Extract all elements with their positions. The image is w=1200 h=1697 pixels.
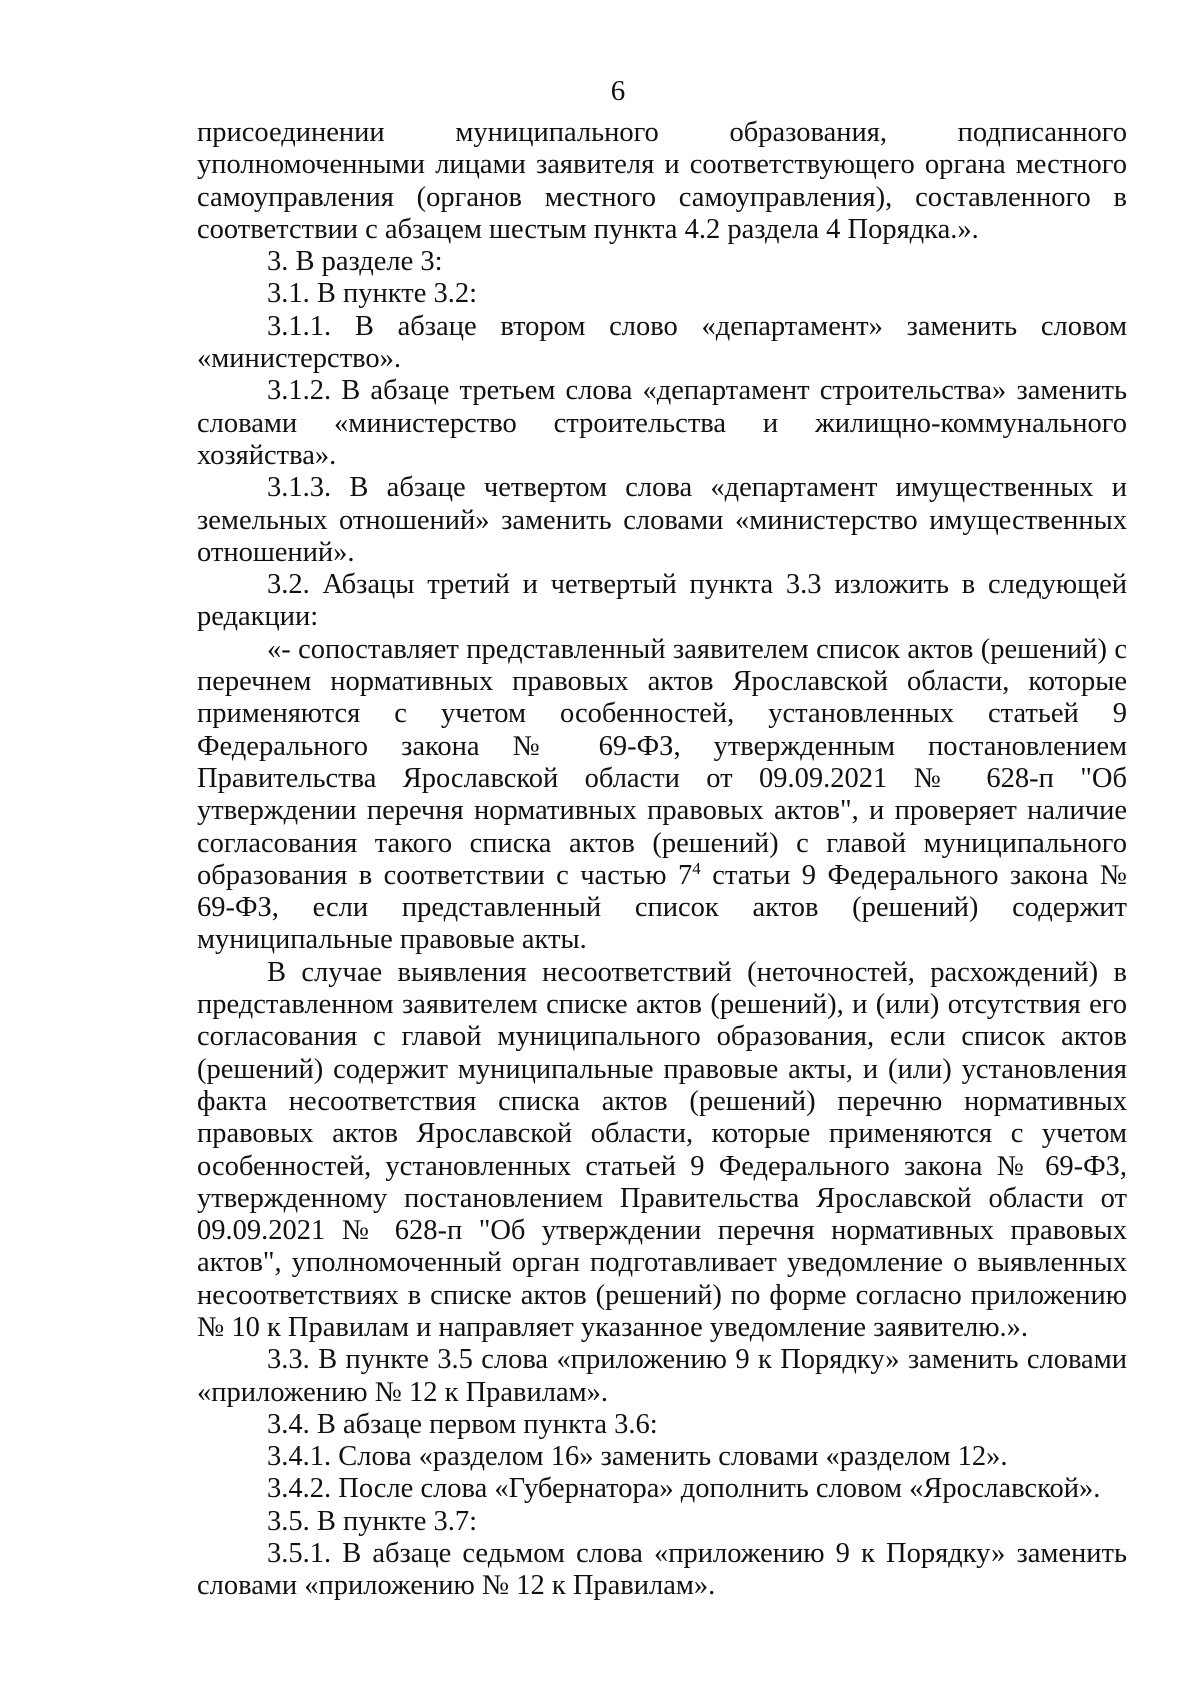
- paragraph-3-5: 3.5. В пункте 3.7:: [267, 1505, 478, 1537]
- quote-text-part-1: «- сопоставляет представленный заявителем список актов (решений) с перечнем нормативных правовых актов Ярославской области, которые применяются с учетом особенностей, установленных статьей 9 Федерального закона № 69-ФЗ, утвержденным постановлением Правительства Ярославской области от 09.09.2021 № 628-п "Об утверждении перечня нормативных правовых актов", и проверяет наличие согласования такого списка актов (решений) с главой муниципального образования в соответствии с частью 7: [197, 633, 1127, 891]
- superscript-4: 4: [692, 858, 701, 878]
- paragraph-quote-compare: [197, 634, 1127, 957]
- paragraph-section-3: 3. В разделе 3:: [267, 246, 443, 278]
- paragraph-3-2: 3.2. Абзацы третий и четвертый пункта 3.3 изложить в следующей редакции:: [197, 569, 1127, 633]
- paragraph-3-1-1: 3.1.1. В абзаце втором слово «департамент» заменить словом «министерство».: [197, 310, 1127, 375]
- paragraph-3-4-2: 3.4.2. После слова «Губернатора» дополнить словом «Ярославской».: [267, 1473, 1101, 1505]
- paragraph-3-1: 3.1. В пункте 3.2:: [267, 278, 478, 310]
- paragraph-3-4: 3.4. В абзаце первом пункта 3.6:: [267, 1408, 658, 1440]
- paragraph-quote-case: В случае выявления несоответствий (неточностей, расхождений) в представленном заявителем списке актов (решений), и (или) отсутствия его согласования с главой муниципального образования, если список актов (решений) содержит муниципальные правовые акты, и (или) установления факта несоответствия списка актов (решений) перечню нормативных правовых актов Ярославской области, которые применяются с учетом особенностей, установленных статьей 9 Федерального закона № 69-ФЗ, утвержденному постановлением Правительства Ярославской области от 09.09.2021 № 628-п "Об утверждении перечня нормативных правовых актов", уполномоченный орган подготавливает уведомление о выявленных несоответствиях в списке актов (решений) по форме согласно приложению № 10 к Правилам и направляет указанное уведомление заявителю.».: [197, 956, 1127, 1343]
- paragraph-3-1-2: 3.1.2. В абзаце третьем слова «департамент строительства» заменить словами «министерство строительства и жилищно-коммунального хозяйства».: [197, 375, 1127, 471]
- page-number: 6: [610, 75, 626, 107]
- paragraph-3-3: 3.3. В пункте 3.5 слова «приложению 9 к Порядку» заменить словами «приложению № 12 к Правилам».: [197, 1344, 1127, 1408]
- paragraph-3-1-3: 3.1.3. В абзаце четвертом слова «департамент имущественных и земельных отношений» заменить словами «министерство имущественных отношений».: [197, 472, 1127, 568]
- quote-text-part-2: статьи 9 Федерального закона № 69-ФЗ, если представленный список актов (решений) содержит муниципальные правовые акты.: [197, 859, 1128, 956]
- paragraph-3-5-1: 3.5.1. В абзаце седьмом слова «приложению 9 к Порядку» заменить словами «приложению № 12 к Правилам».: [197, 1538, 1127, 1602]
- paragraph-continuation: присоединении муниципального образования, подписанного уполномоченными лицами заявителя и соответствующего органа местного самоуправления (органов местного самоуправления), составленного в соответствии с абзацем шестым пункта 4.2 раздела 4 Порядка.».: [197, 117, 1127, 245]
- document-body: [197, 117, 1127, 1603]
- paragraph-3-4-1: 3.4.1. Слова «разделом 16» заменить словами «разделом 12».: [267, 1441, 1008, 1473]
